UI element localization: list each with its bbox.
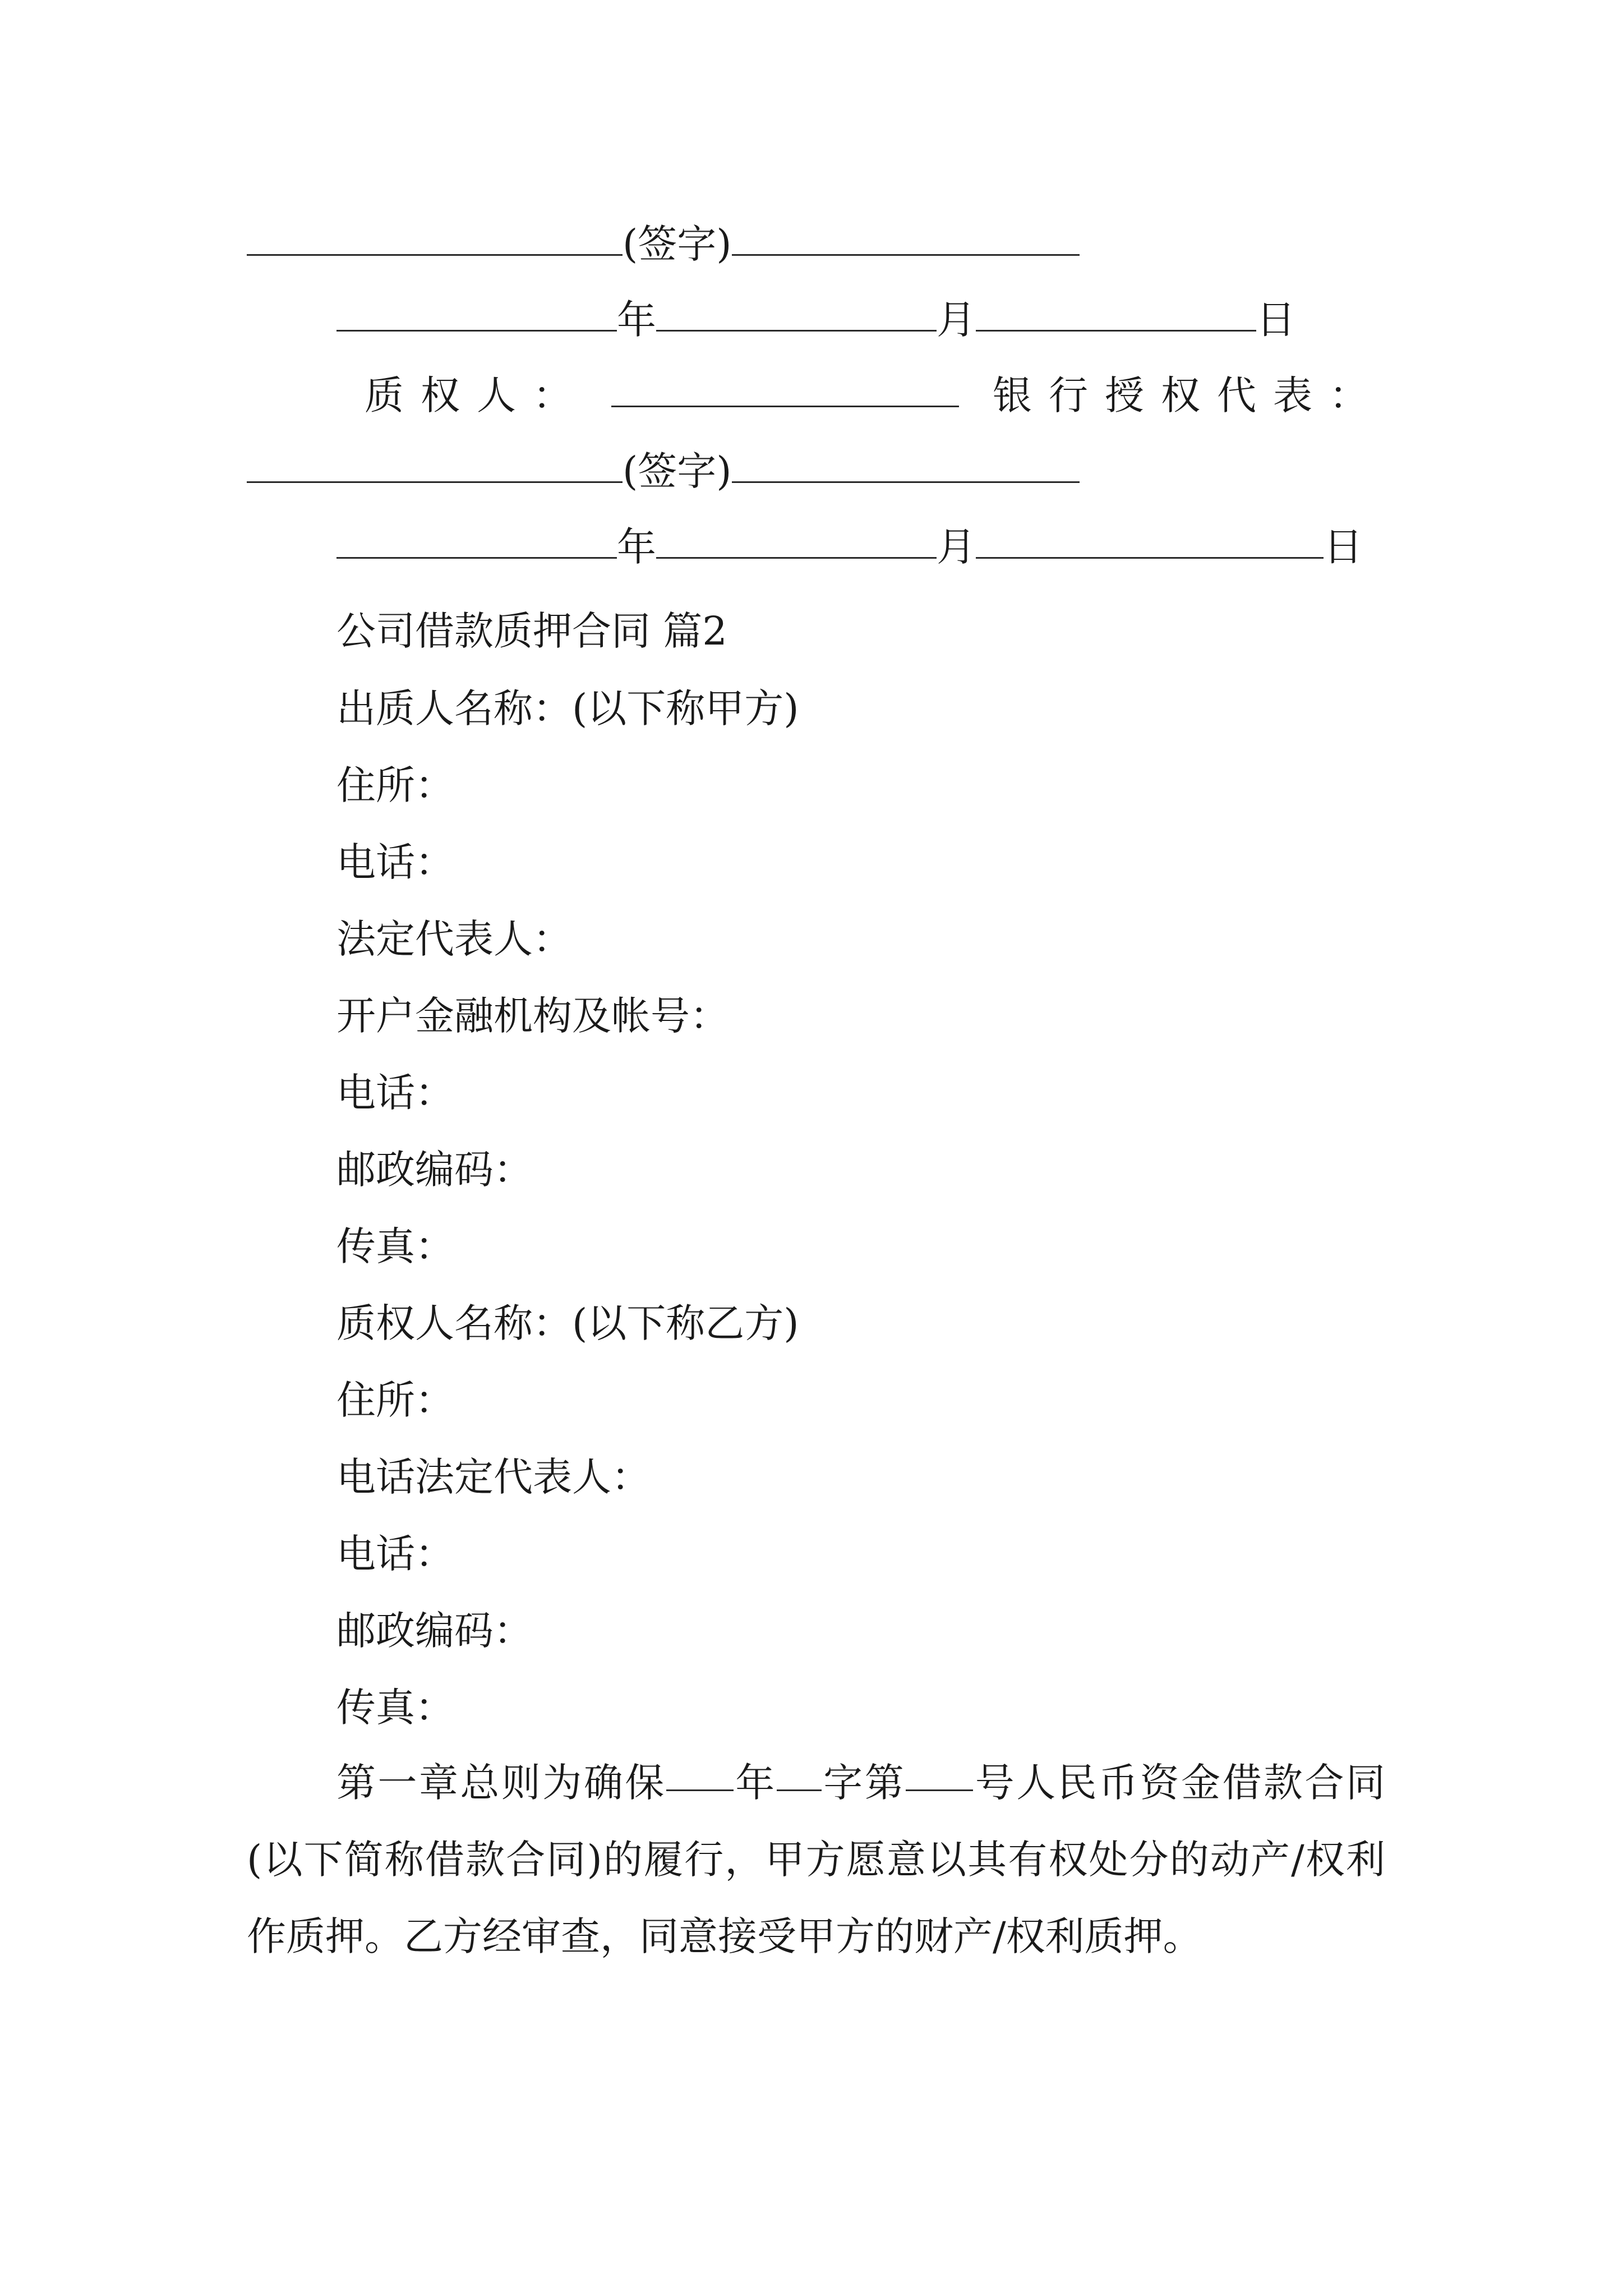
- blank-field: [247, 205, 623, 256]
- pledgor-postal-label: 邮政编码：: [336, 1147, 533, 1193]
- pledgee-fax-label: 传真：: [336, 1685, 454, 1731]
- blank-field: [777, 1745, 822, 1791]
- blank-field: [336, 508, 617, 559]
- sign-label: (签字): [623, 448, 732, 494]
- blank-field: [656, 508, 937, 559]
- month-label: 月: [937, 297, 976, 343]
- signature-line-1: [247, 205, 1385, 283]
- date-line-1: [336, 280, 1475, 359]
- pledgor-fax-label: 传真：: [336, 1223, 454, 1269]
- chapter1-text-1: 第一章总则为确保: [336, 1760, 666, 1806]
- pledgor-name-label: 出质人名称：(以下称甲方): [336, 685, 799, 731]
- pledgee-name-label: 质权人名称：(以下称乙方): [336, 1300, 799, 1346]
- pledgee-signature-line: [365, 356, 1391, 435]
- blank-field: [906, 1745, 973, 1791]
- chapter1-text-4: 号人民币资金借款合同(以下简称借款合同)的履行，甲方愿意以其有权处分的动产/权利作质押。乙方经审查，同意接受甲方的财产/权利质押。: [247, 1760, 1386, 1959]
- pledgor-phone-label: 电话：: [336, 839, 454, 885]
- year-label: 年: [617, 524, 656, 570]
- bank-rep-label: 银行授权代表：: [993, 372, 1385, 418]
- blank-field: [611, 356, 959, 407]
- date-line-2: [336, 508, 1475, 586]
- month-label: 月: [937, 524, 976, 570]
- signature-line-2: [247, 432, 1385, 510]
- blank-field: [666, 1745, 734, 1791]
- year-label: 年: [617, 297, 656, 343]
- pledgor-bank-account-label: 开户金融机构及帐号：: [336, 993, 729, 1039]
- blank-field: [976, 508, 1324, 559]
- chapter1-text-2: 年: [733, 1760, 777, 1806]
- blank-field: [336, 280, 617, 332]
- pledgor-address-label: 住所：: [336, 762, 454, 808]
- pledgor-phone2-label: 电话：: [336, 1070, 454, 1116]
- pledgee-postal-label: 邮政编码：: [336, 1608, 533, 1654]
- blank-field: [247, 432, 623, 483]
- chapter1-text-3: 字第: [821, 1760, 906, 1806]
- blank-field: [732, 432, 1080, 483]
- blank-field: [732, 205, 1080, 256]
- blank-field: [976, 280, 1256, 332]
- sign-label: (签字): [623, 221, 732, 267]
- pledgee-phone-label: 电话：: [336, 1531, 454, 1577]
- contract-heading: 公司借款质押合同 篇2: [336, 608, 727, 654]
- chapter1-paragraph: [247, 1745, 1385, 1975]
- day-label: 日: [1256, 297, 1295, 343]
- pledgee-address-label: 住所：: [336, 1377, 454, 1423]
- pledgor-legal-rep-label: 法定代表人：: [336, 916, 572, 962]
- blank-field: [656, 280, 937, 332]
- day-label: 日: [1324, 524, 1363, 570]
- pledgee-label: 质权人：: [365, 372, 589, 418]
- pledgee-phone-legal-label: 电话法定代表人：: [336, 1454, 651, 1500]
